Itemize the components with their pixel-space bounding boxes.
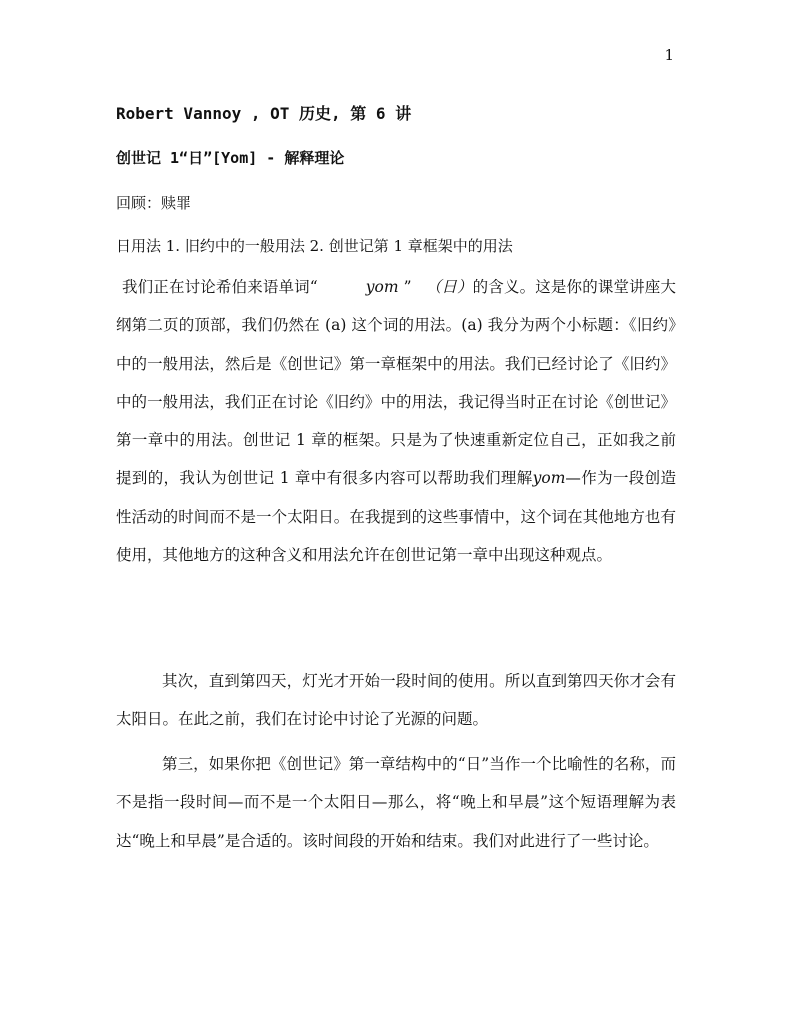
paragraph-1 — [116, 268, 676, 574]
p1-ri-term: （日） — [425, 278, 473, 296]
p1-after-ri: 的含义。这是你的课堂讲座大纲第二页的顶部，我们仍然在 (a) 这个词的用法。(a) 我分为两个小标题：《旧约》中的一般用法，然后是《创世记》第一章框架中的用法。我们已经讨论了《旧约》中的一般用法，我们正在讨论《旧约》中的用法，我记得当时正在讨论《创世记》第一章中的用法。创世记 1 章的框架。只是为了快速重新定位自己，正如我之前提到的，我认为创世记 1 章中有很多内容可以帮助我们理解 — [116, 278, 676, 488]
paragraph-2: 其次，直到第四天，灯光才开始一段时间的使用。所以直到第四天你才会有太阳日。在此之前，我们在讨论中讨论了光源的问题。 — [116, 672, 676, 729]
review-line: 回顾：赎罪 — [116, 194, 192, 212]
lecture-subtitle: 创世记 1“日”[Yom] - 解释理论 — [116, 149, 345, 167]
page-number: 1 — [664, 46, 674, 64]
p1-quote-close: ” — [403, 278, 412, 296]
p1-yom-term: yom — [365, 278, 399, 296]
p1-before-yom: 我们正在讨论希伯来语单词“ — [122, 278, 318, 296]
lecture-title: Robert Vannoy , OT 历史, 第 6 讲 — [116, 104, 412, 123]
outline-line: 日用法 1. 旧约中的一般用法 2. 创世记第 1 章框架中的用法 — [116, 237, 513, 255]
p1-yom-term-2: yom — [532, 469, 566, 488]
p1-after-yom2: —作为一段创造性活动的时间而不是一个太阳日。在我提到的这些事情中，这个词在其他地方也有使用，其他地方的这种含义和用法允许在创世记第一章中出现这种观点。 — [116, 469, 676, 565]
paragraph-3: 第三，如果你把《创世记》第一章结构中的“日”当作一个比喻性的名称，而不是指一段时间—而不是一个太阳日—那么，将“晚上和早晨”这个短语理解为表达“晚上和早晨”是合适的。该时间段的开始和结束。我们对此进行了一些讨论。 — [116, 755, 676, 850]
